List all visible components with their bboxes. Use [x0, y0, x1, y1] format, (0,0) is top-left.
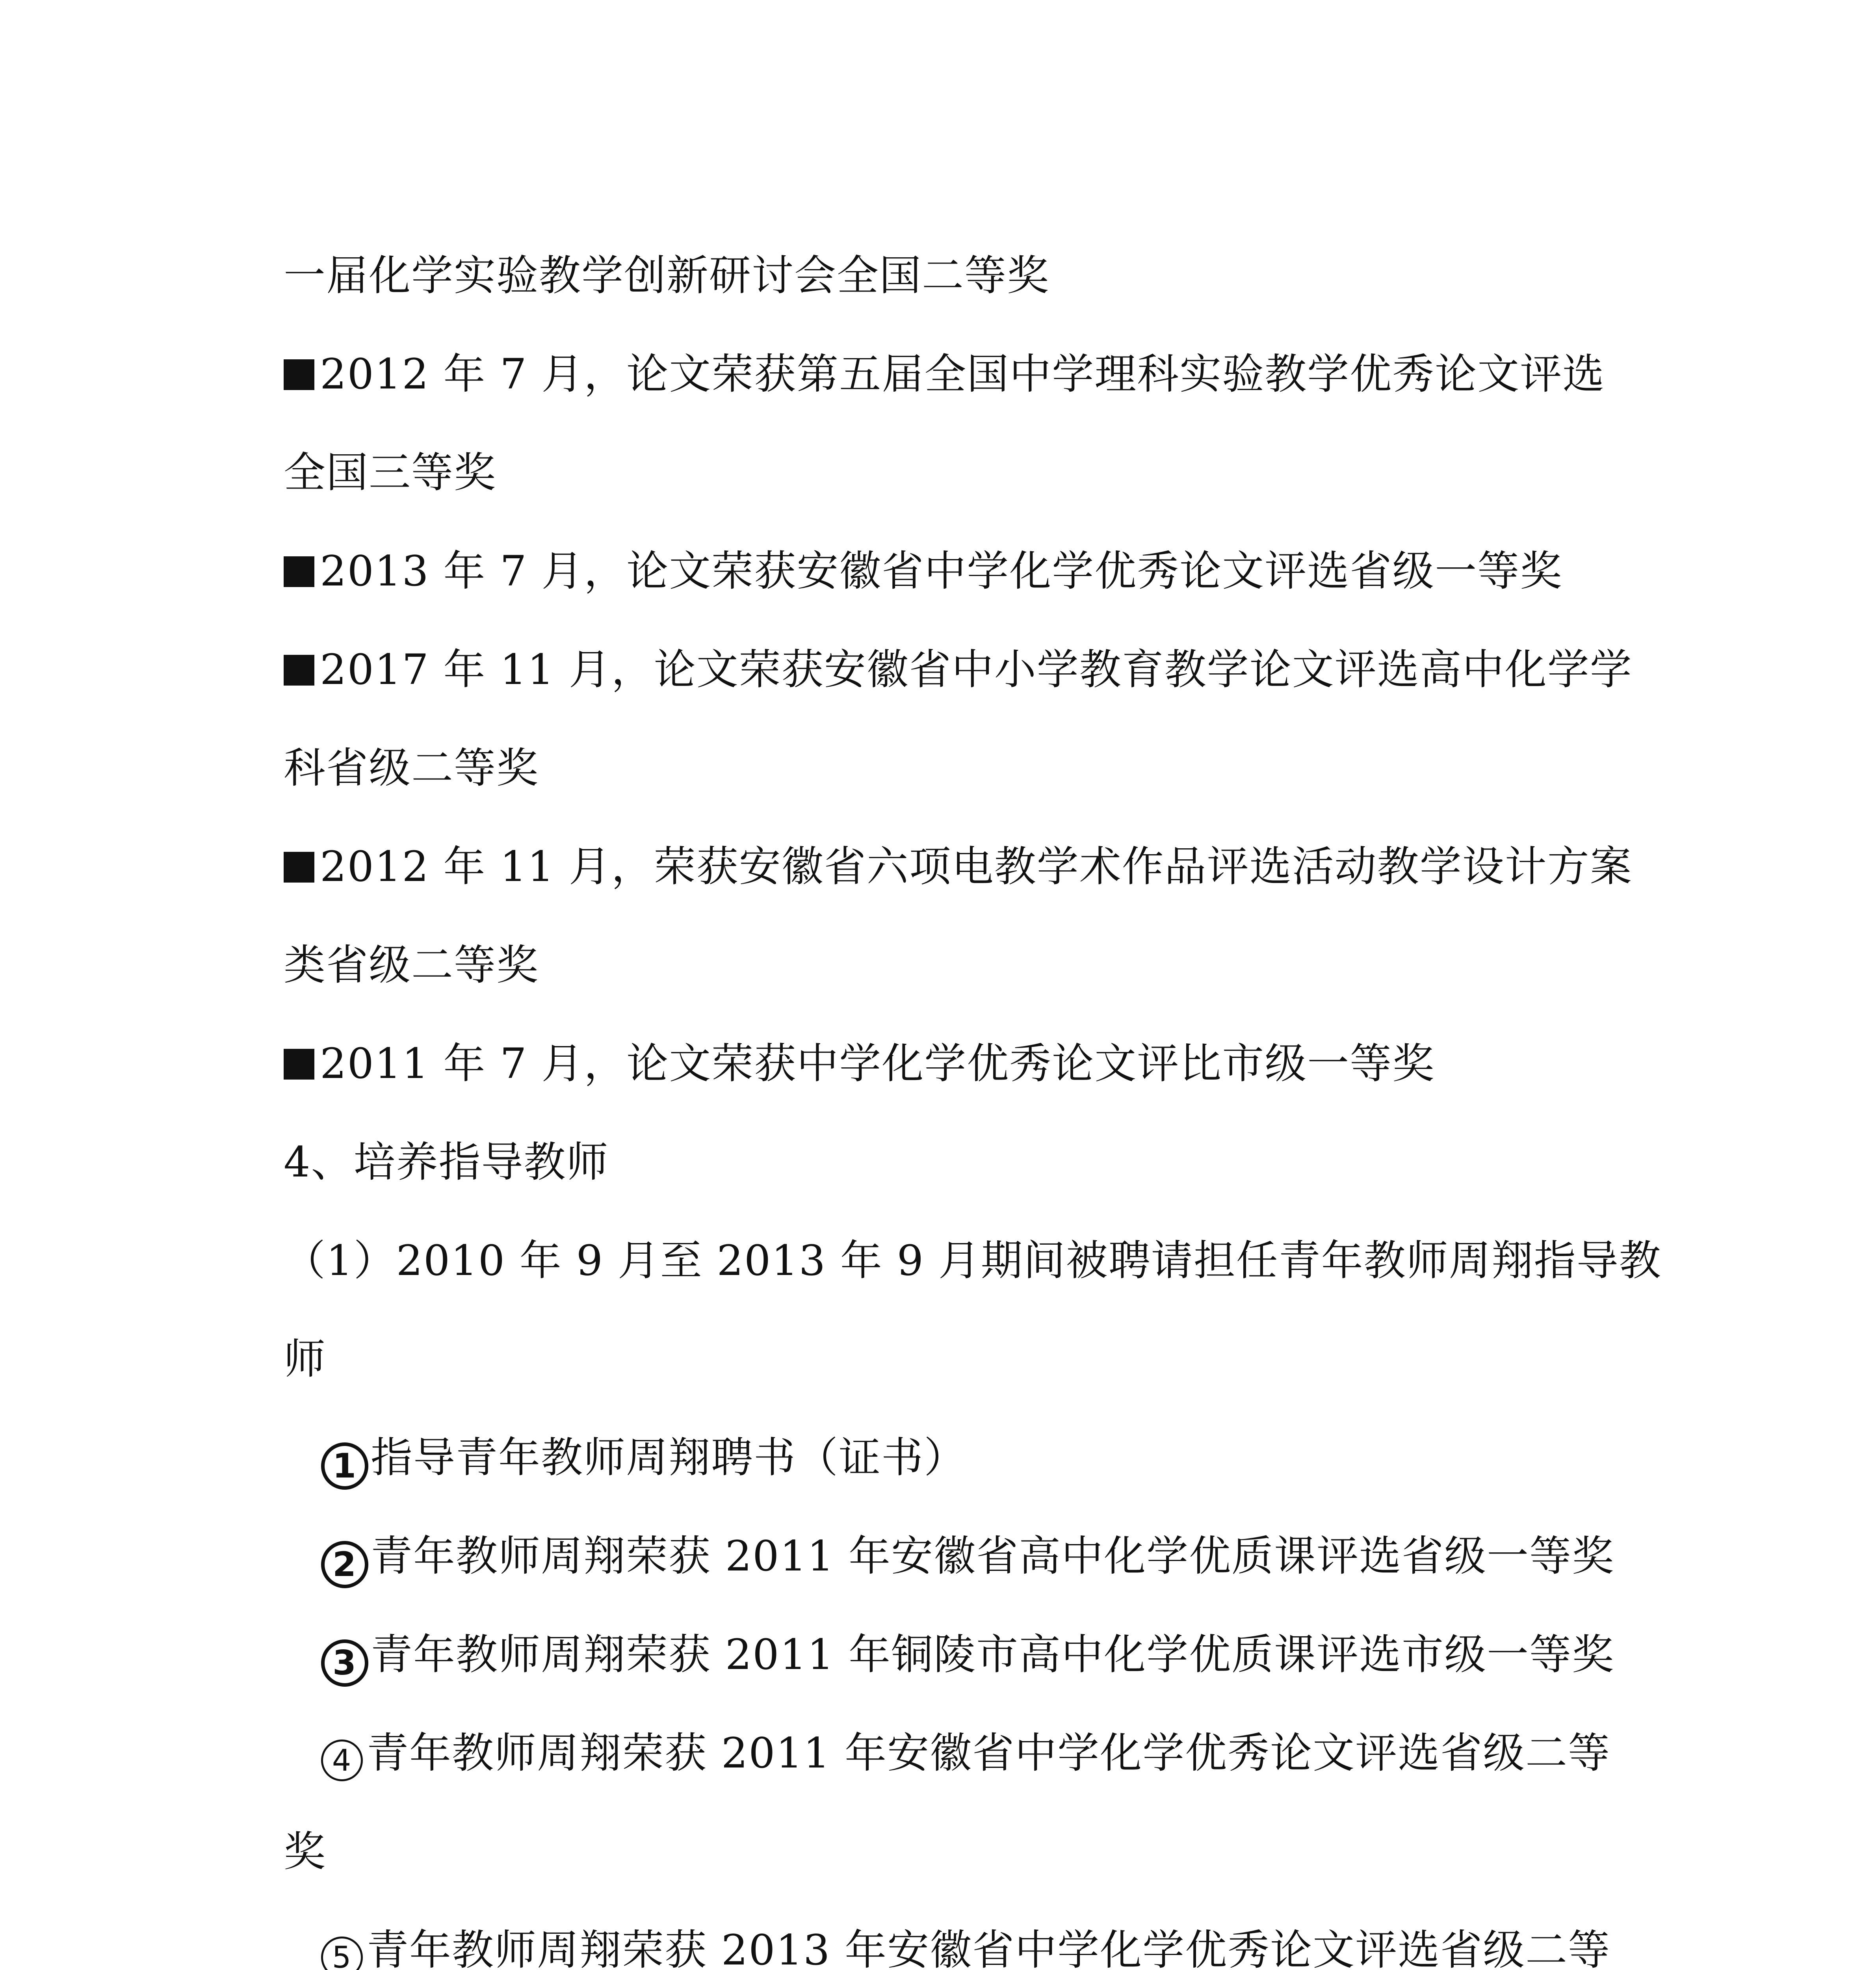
line-text: 一届化学实验教学创新研讨会全国二等奖 — [284, 251, 1049, 300]
list-item — [321, 1428, 1653, 1490]
square-bullet-icon — [284, 359, 314, 390]
list-item — [321, 1724, 1653, 1783]
line-text: 青年教师周翔荣获 2013 年安徽省中学化学优秀论文评选省级二等 — [367, 1926, 1611, 1970]
text-line — [284, 936, 1615, 995]
line-text: 2011 年 7 月，论文荣获中学化学优秀论文评比市级一等奖 — [320, 1039, 1435, 1088]
award-item — [284, 640, 1633, 699]
list-item — [321, 1921, 1653, 1970]
line-text: 2012 年 11 月，荣获安徽省六项电教学术作品评选活动教学设计方案 — [320, 842, 1633, 891]
line-text: （1）2010 年 9 月至 2013 年 9 月期间被聘请担任青年教师周翔指导教 — [284, 1236, 1662, 1285]
circled-number: 3 — [321, 1639, 368, 1687]
line-text: 2013 年 7 月，论文荣获安徽省中学化学优秀论文评选省级一等奖 — [320, 547, 1563, 595]
square-bullet-icon — [284, 852, 314, 883]
line-text: 指导青年教师周翔聘书（证书） — [371, 1433, 966, 1482]
line-text: 青年教师周翔荣获 2011 年铜陵市高中化学优质课评选市级一等奖 — [371, 1630, 1615, 1679]
award-item — [284, 345, 1615, 404]
circled-number: 5 — [321, 1937, 363, 1970]
award-item — [284, 1034, 1615, 1093]
line-text: 奖 — [284, 1827, 326, 1876]
line-text: 4、培养指导教师 — [284, 1138, 609, 1186]
circled-number: 2 — [321, 1541, 368, 1588]
line-text: 全国三等奖 — [284, 448, 496, 497]
line-text: 2017 年 11 月，论文荣获安徽省中小学教育教学论文评选高中化学学 — [320, 645, 1633, 694]
square-bullet-icon — [284, 655, 314, 686]
text-line — [284, 443, 1615, 502]
line-text: 青年教师周翔荣获 2011 年安徽省中学化学优秀论文评选省级二等 — [367, 1729, 1611, 1777]
line-text: 类省级二等奖 — [284, 941, 539, 989]
award-item — [284, 542, 1615, 601]
list-item — [321, 1625, 1653, 1687]
text-line — [284, 1330, 1615, 1389]
line-text: 科省级二等奖 — [284, 744, 539, 792]
text-line — [284, 246, 1615, 305]
line-text: 2012 年 7 月，论文荣获第五届全国中学理科实验教学优秀论文评选 — [320, 350, 1605, 398]
square-bullet-icon — [284, 1049, 314, 1080]
section-heading — [284, 1133, 1615, 1192]
square-bullet-icon — [284, 556, 314, 587]
text-line — [284, 1231, 1662, 1290]
text-line — [284, 739, 1615, 798]
circled-number: 4 — [321, 1740, 363, 1781]
circled-number: 1 — [321, 1442, 368, 1490]
list-item — [321, 1527, 1653, 1588]
line-text: 师 — [284, 1335, 326, 1383]
text-line — [284, 1822, 1615, 1881]
award-item — [284, 837, 1633, 896]
line-text: 青年教师周翔荣获 2011 年安徽省高中化学优质课评选省级一等奖 — [371, 1532, 1615, 1580]
